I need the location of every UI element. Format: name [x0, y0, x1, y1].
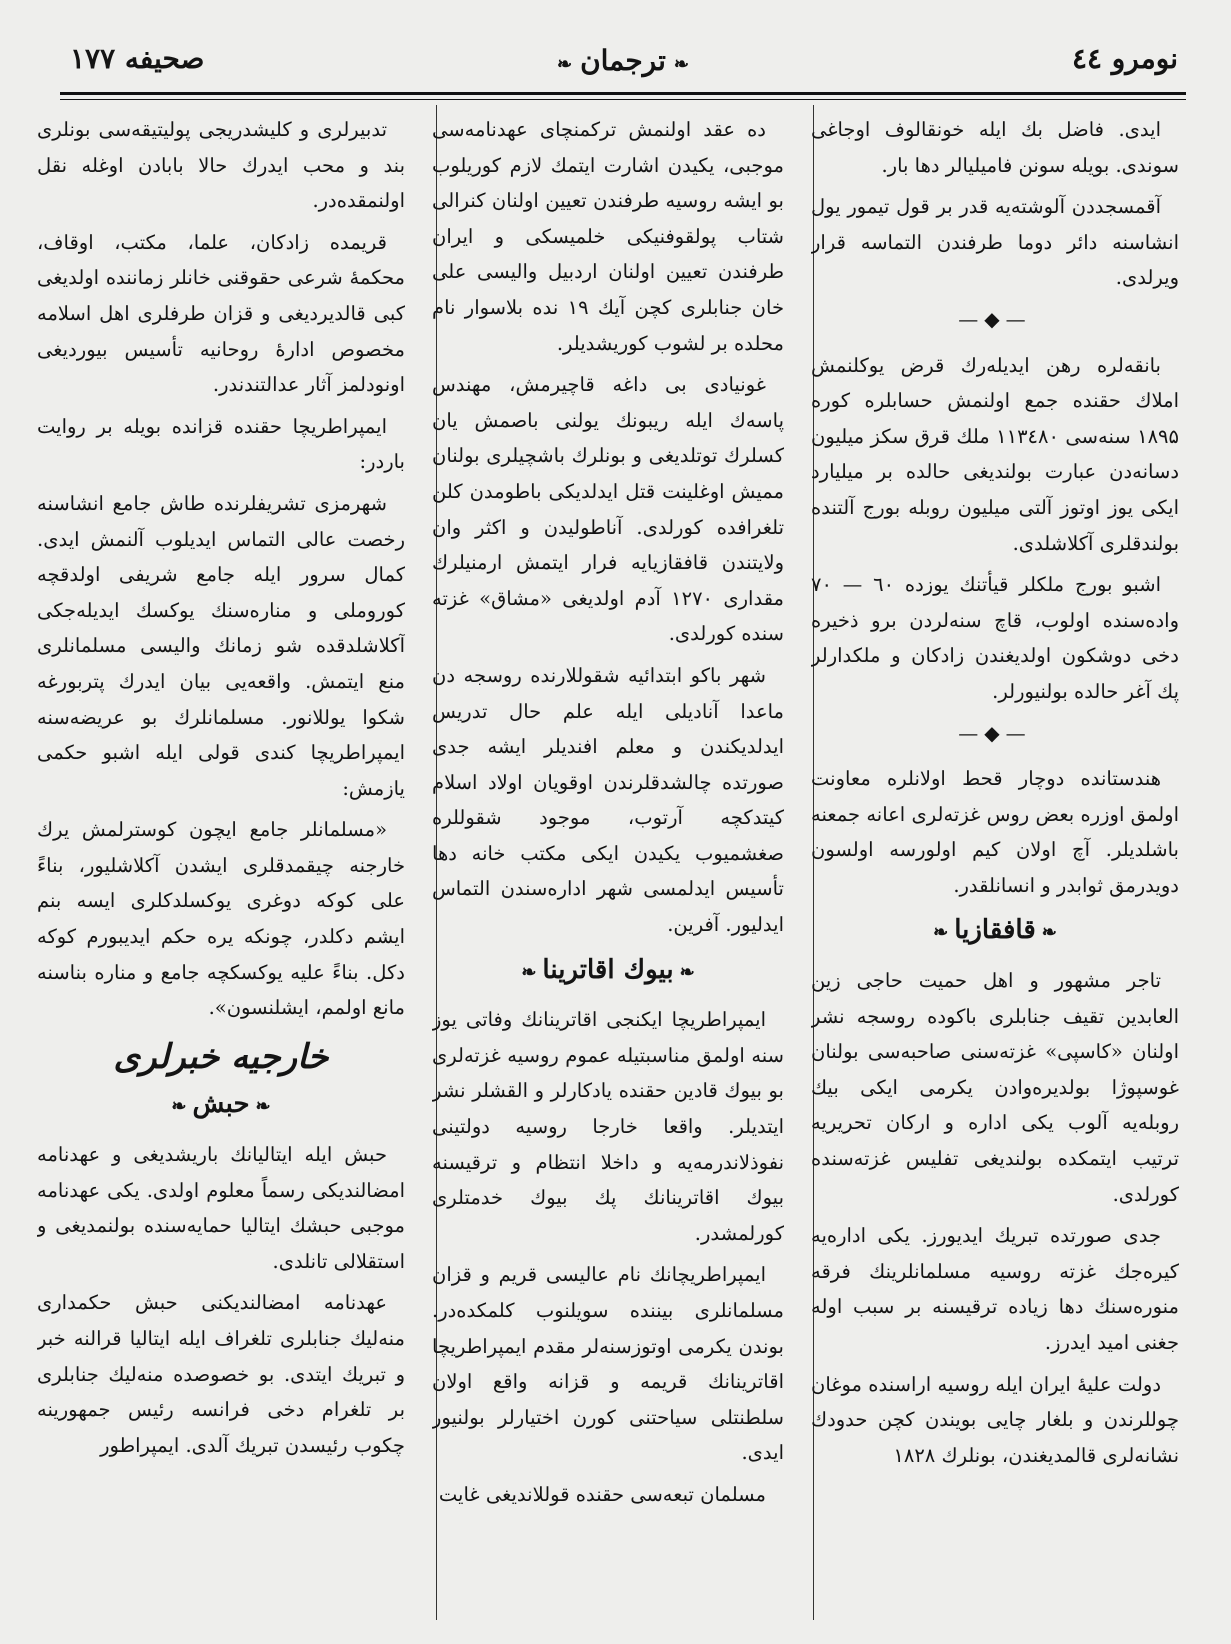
heading-text: حبش [192, 1089, 250, 1120]
paragraph: عهدنامه امضالنديكنى حبش حكمدارى منه‌ليك جنابلرى تلغراف ايله ايتاليا قرالنه خبر و تبريك ايتدى. بو خصوصده منه‌ليك جنابلرى بر تلغرام دخى فرانسه رئيس جمهورينه چكوب رئيسدن تبريك آلدى. ايمپراطور [37, 1291, 405, 1457]
section-heading [37, 1087, 405, 1125]
heading-text: بيوك اقاترينا [542, 954, 674, 985]
paragraph: ده عقد اولنمش تركمنچاى عهدنامه‌سى موجبى، يكيدن اشارت ايتمك لازم كوريلوب بو ايشه روسيه طرفندن تعيين اولنان كنرالى شتاب پولقوفنيكى خلميسكى و ايران طرفندن تعيين اولنان اردبيل واليسى على خان جنابلرى كچن آيك ۱۹ نده بلاسوار نام محلده بر لشوب كوريشديلر. [432, 118, 784, 355]
ornament-icon: ❧ [1041, 922, 1057, 944]
paragraph: مسلمان تبعه‌سى حقنده قوللانديغى غايت [438, 1482, 766, 1506]
paragraph: حبش ايله ايتاليانك باريشديغى و عهدنامه امضالنديكى رسماً معلوم اولدى. يكى عهدنامه موجبى حبشك ايتاليا حمايه‌سنده بولنمديغى و استقلالى تانلدى. [37, 1143, 405, 1273]
section-divider: —◆— [958, 306, 1032, 331]
paragraph: جدى صورتده تبريك ايديورز. يكى اداره‌يه كيره‌جك غزته روسيه مسلمانلرينك فرقه‌ منوره‌سنك دها زياده ترقيسنه بر سبب اوله جغنى اميد ايدرز. [811, 1224, 1179, 1354]
ornament-icon: ❧ [673, 54, 690, 75]
ornament-icon: ❧ [255, 1096, 271, 1118]
paragraph: هندستانده دوچار قحط اولانلره معاونت اولمق اوزره بعض روس غزته‌لرى اعانه جمعنه باشلديلر. آچ اولان كيم اولورسه اولسون دويدرمق ثوابدر و انسانلقدر. [811, 767, 1179, 897]
ornament-icon: ❧ [556, 54, 573, 75]
top-rule-thin [60, 99, 1186, 100]
section-divider: —◆— [958, 720, 1032, 745]
section-heading-foreign-news: خارجيه خبرلرى [113, 1036, 329, 1077]
paragraph: «مسلمانلر جامع ايچون كوسترلمش يرك خارجنه چيقمدقلرى ايشدن آكلاشليور، بناءً على كوكه دوغرى يوكسلدكلرى ايسه بنم ايشم دكلدر، چونكه يره حكم ايديبورم كوكه دكل. بناءً عليه يوكسكچه جامع و مناره بناسنه مانع اولمم، ايشلنسون». [37, 818, 405, 1020]
paragraph: اشبو بورج ملكلر قيأتنك يوزده ٦۰ — ۷۰ واده‌سنده اولوب، قاچ سنه‌لردن برو ذخيره دخى دوشكون اولديغندن زادكان و ملكدارلر پك آغر حالده بولنيورلر. [811, 573, 1179, 703]
page-number: صحيفه ۱۷۷ [70, 42, 205, 75]
paragraph: غونيادى بى داغه قاچيرمش، مهندس پاسه‌ك ايله ريبونك يولنى باصمش يان كسلرك توتلديغى و بونلرك باشچيلرى بولنان مميش اوغلينت قتل ايدلديكى باطومدن كلن تلغرافده كورلدى. آناطوليدن و اكثر وان ولايتندن قافقازيايه فرار ايتمش ارمنيلرك مقدارى ۱۲۷۰ آدم اولديغى «مشاق» غزته سنده كورلدى. [432, 373, 784, 646]
ornament-icon: ❧ [521, 961, 537, 983]
paragraph: ايمپراطريچا حقنده قزانده بويله بر روايت باردر: [37, 414, 405, 474]
column-right [811, 112, 1179, 1612]
paragraph: شهرمزى تشريفلرنده طاش جامع انشاسنه رخصت عالى التماس ايديلوب آلنمش ايدى. كمال سرور ايله جامع شريفى اولدقچه كوروملى و مناره‌سنك يوكسك ايديله‌جكى آكلاشلدقده شو زمانك واليسى مسلمانلرى منع ايتمش. واقعه‌يى بيان ايدرك پتربورغه شكوا يوللانور. مسلمانلرك بو عريضه‌سنه ايمپراطريچا كندى قولى ايله اشبو حكمى يازمش: [37, 491, 405, 800]
section-heading [811, 913, 1179, 951]
newspaper-title [549, 44, 697, 77]
paragraph: بانقه‌لره رهن ايديله‌رك قرض يوكلنمش املاك حقنده جمع اولنمش حسابلره كوره ۱۸۹۵ سنه‌سى ۱۱۳٤۸۰ ملك قرق سكز ميليون دسانه‌دن عبارت بولنديغى حالده بر ميليارد ايكى يوز اوتوز آلتى ميليون روبله بورج آلتنده بولندقلرى آكلاشلدى. [811, 353, 1179, 555]
paragraph: تاجر مشهور و اهل حميت حاجى زين العابدين تقيف جنابلرى باكوده روسجه نشر اولنان «كاسپى» غزته‌سنى صاحبه‌سى بولنان غوسپوژا بولديره‌وادن يكرمى ايكى بيك روبله‌يه آلوب يكى اداره و اركان تحريريه ترتيب ايتمكده بولنديغى تفليس غزته‌سنده كورلدى. [811, 969, 1179, 1206]
heading-text: قافقازيا [954, 915, 1036, 946]
title-text: ترجمان [580, 44, 666, 77]
paragraph: ايدى. فاضل بك ايله خونقالوف اوجاغى سوندى. بويله سونن فاميليالر دها بار. [811, 118, 1179, 177]
column-middle [432, 112, 784, 1612]
issue-number: نومرو ٤٤ [1071, 42, 1178, 75]
paragraph: تدبيرلرى و كليشدريجى پوليتيقه‌سى بونلرى بند و محب ايدرك حالا باباد‌ن اوغله نقل اولنمقده‌در. [37, 118, 405, 213]
paragraph: ايمپراطريچا ايكنجى اقاترينانك وفاتى يوز سنه اولمق مناسبتيله عموم روسيه غزته‌لرى بو بيوك قادين حقنده يادكارلر و القشلر نشر ايتديلر. واقعا خارجا روسيه دولتينى نفوذلاندرمه‌يه و داخلا انتظام و ترقيسنه بيوك اقاترينانك پك بيوك خدمتلرى كورلمشدر. [432, 1008, 784, 1245]
paragraph: دولت عليهٔ ايران ايله روسيه اراسنده موغان چوللرندن و بلغار چايى بويندن كچن حدودك نشانه‌لرى قالمديغندن، بونلرك ۱۸۲۸ [811, 1372, 1179, 1467]
ornament-icon: ❧ [679, 961, 695, 983]
paragraph: قريمده زادكان، علما، مكتب، اوقاف، محكمهٔ شرعى حقوقنى خانلر زماننده اولديغى كبى قالديرديغى و قزان طرفلرى اهل اسلامه مخصوص ادارهٔ روحانيه تأسيس بيورديغى اونودلمز آثار عدالتندندر. [37, 230, 405, 397]
paragraph: شهر باكو ابتدائيه شقوللارنده روسجه دن ماعدا آناديلى ايله علم حال تدريس ايدلديكندن و معلم افنديلر ايشه جدى صورتده چالشدقلرندن اوقويان اولاد اسلام كيتدكچه آرتوب، موجود شقوللره صغشميوب يكيدن ايكى مكتب خانه دها تأسيس ايدلمسى شهر اداره‌سندن التماس ايدليور. آفرين. [432, 663, 784, 937]
paragraph: ايمپراطريچانك نام عاليسى قريم و قزان مسلمانلرى بيننده سويلنوب كلمكده‌در. بوندن يكرمى اوتوزسنه‌لر مقدم ايمپراطريچا اقاترينانك قريمه و قزانه واقع اولان سلطنتلى سياحتنى كورن اختيارلر بولنيور ايدى. [432, 1263, 784, 1465]
column-left [37, 112, 405, 1612]
ornament-icon: ❧ [171, 1096, 187, 1118]
section-heading [432, 953, 784, 991]
top-rule [60, 92, 1186, 95]
masthead [60, 36, 1186, 88]
ornament-icon: ❧ [933, 922, 949, 944]
paragraph: آقمسجددن آلوشته‌يه قدر بر قول تيمور يول انشاسنه دائر دوما طرفندن التماسه قرار ويرلدى. [811, 195, 1179, 290]
